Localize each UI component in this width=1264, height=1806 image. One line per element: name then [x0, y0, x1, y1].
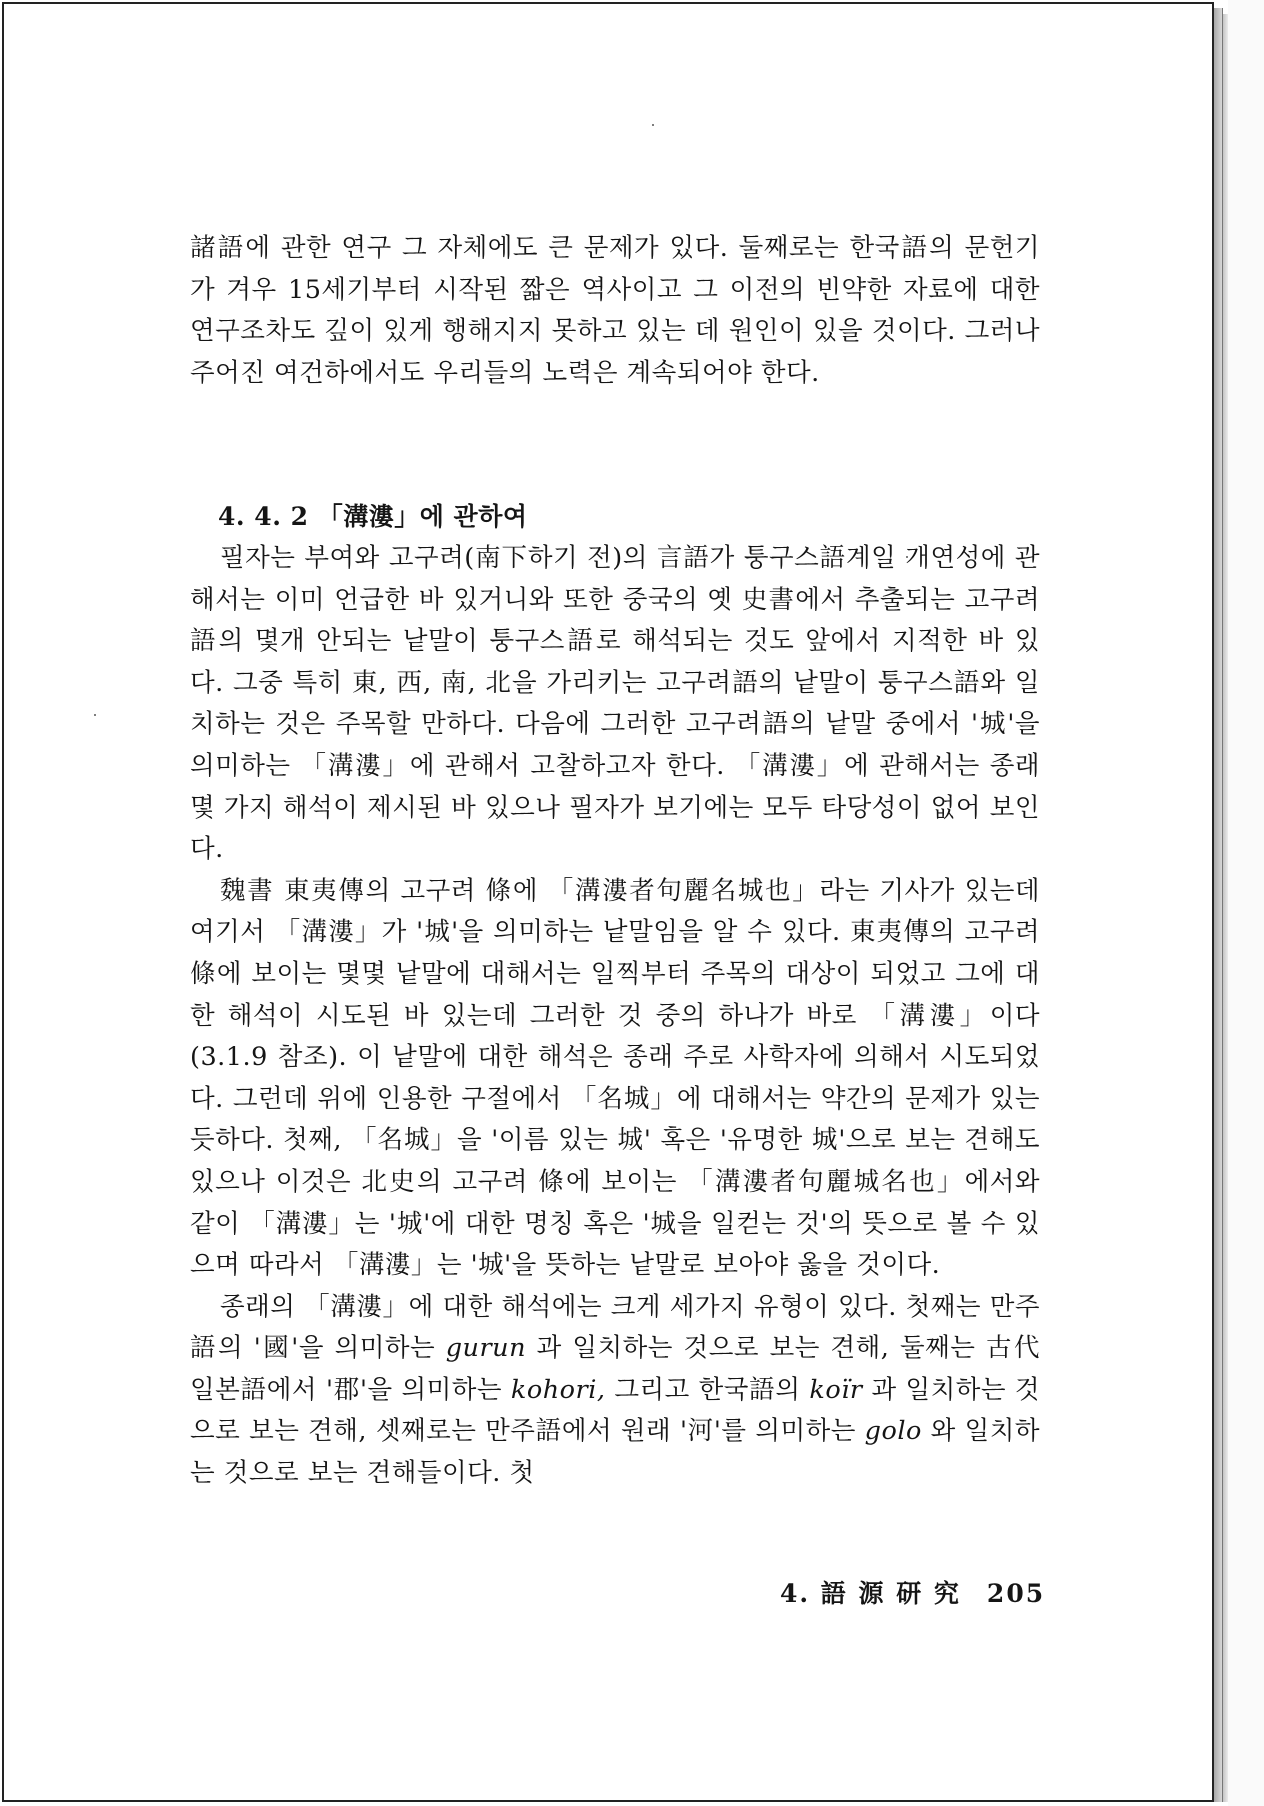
running-title: 4. 語 源 研 究	[780, 1579, 961, 1608]
body-paragraph-2: 魏書 東夷傳의 고구려 條에 「溝漊者句麗名城也」라는 기사가 있는데 여기서 「溝漊」가 '城'을 의미하는 낱말임을 알 수 있다. 東夷傳의 고구려 條에 보이는 몇몇 낱말에 대해서는 일찍부터 주목의 대상이 되었고 그에 대한 해석이 시도된 바 있는데 그러한 것 중의 하나가 바로 「溝漊」이다(3.1.9 참조). 이 낱말에 대한 해석은 종래 주로 사학자에 의해서 시도되었다. 그런데 위에 인용한 구절에서 「名城」에 대해서는 약간의 문제가 있는 듯하다. 첫째, 「名城」을 '이름 있는 城' 혹은 '유명한 城'으로 보는 견해도 있으나 이것은 北史의 고구려 條에 보이는 「溝漊者句麗城名也」에서와 같이 「溝漊」는 '城'에 대한 명칭 혹은 '城을 일컫는 것'의 뜻으로 볼 수 있으며 따라서 「溝漊」는 '城'을 뜻하는 낱말로 보아야 옳을 것이다.	[190, 875, 1040, 1281]
page-number: 205	[986, 1579, 1046, 1608]
paragraph-text: 과 일치하는 것으로 보는 견해, 셋째로는 만주語에서 원래 '河'를 의미하는	[190, 1374, 1040, 1447]
paragraph-text: 과 일치하는 것으로 보는 견해, 둘째는 古代 일본語에서 '郡'을 의미하는	[190, 1333, 1040, 1405]
paragraph-text: 종래의 「溝漊」에 대한 해석에는 크게 세가지 유형이 있다. 첫째는 만주語의 '國'을 의미하는	[190, 1291, 1040, 1364]
body-paragraph-3	[190, 1287, 1040, 1495]
page-footer	[780, 1574, 1045, 1610]
scan-speck	[652, 124, 654, 126]
manchu-term-golo: golo	[864, 1416, 922, 1447]
body-paragraph-1: 필자는 부여와 고구려(南下하기 전)의 言語가 퉁구스語계일 개연성에 관해서는 이미 언급한 바 있거니와 또한 중국의 옛 史書에서 추출되는 고구려語의 몇개 안되는 낱말이 퉁구스語로 해석되는 것도 앞에서 지적한 바 있다. 그중 특히 東, 西, 南, 北을 가리키는 고구려語의 낱말이 퉁구스語와 일치하는 것은 주목할 만하다. 다음에 그러한 고구려語의 낱말 중에서 '城'을 의미하는 「溝漊」에 관해서 고찰하고자 한다. 「溝漊」에 관해서는 종래 몇 가지 해석이 제시된 바 있으나 필자가 보기에는 모두 타당성이 없어 보인다.	[190, 543, 1040, 865]
korean-term-koir: koïr	[809, 1374, 863, 1405]
body-block	[190, 538, 1040, 1495]
scan-speck	[94, 714, 96, 716]
paragraph-text: 그리고 한국語의	[605, 1374, 810, 1405]
background-margin	[1228, 0, 1264, 1806]
paragraph-text: 와 일치하는 것으로 보는 견해들이다. 첫	[190, 1416, 1040, 1489]
manchu-term-gurun: gurun	[445, 1333, 527, 1364]
section-heading: 4. 4. 2 「溝漊」에 관하여	[218, 502, 528, 531]
intro-paragraph: 諸語에 관한 연구 그 자체에도 큰 문제가 있다. 둘째로는 한국語의 문헌기가 겨우 15세기부터 시작된 짧은 역사이고 그 이전의 빈약한 자료에 대한 연구조차도 깊이 있게 행해지지 못하고 있는 데 원인이 있을 것이다. 그러나 주어진 여건하에서도 우리들의 노력은 계속되어야 한다.	[190, 233, 1040, 388]
japanese-term-kohori: kohori,	[510, 1374, 606, 1405]
intro-block	[190, 228, 1040, 394]
